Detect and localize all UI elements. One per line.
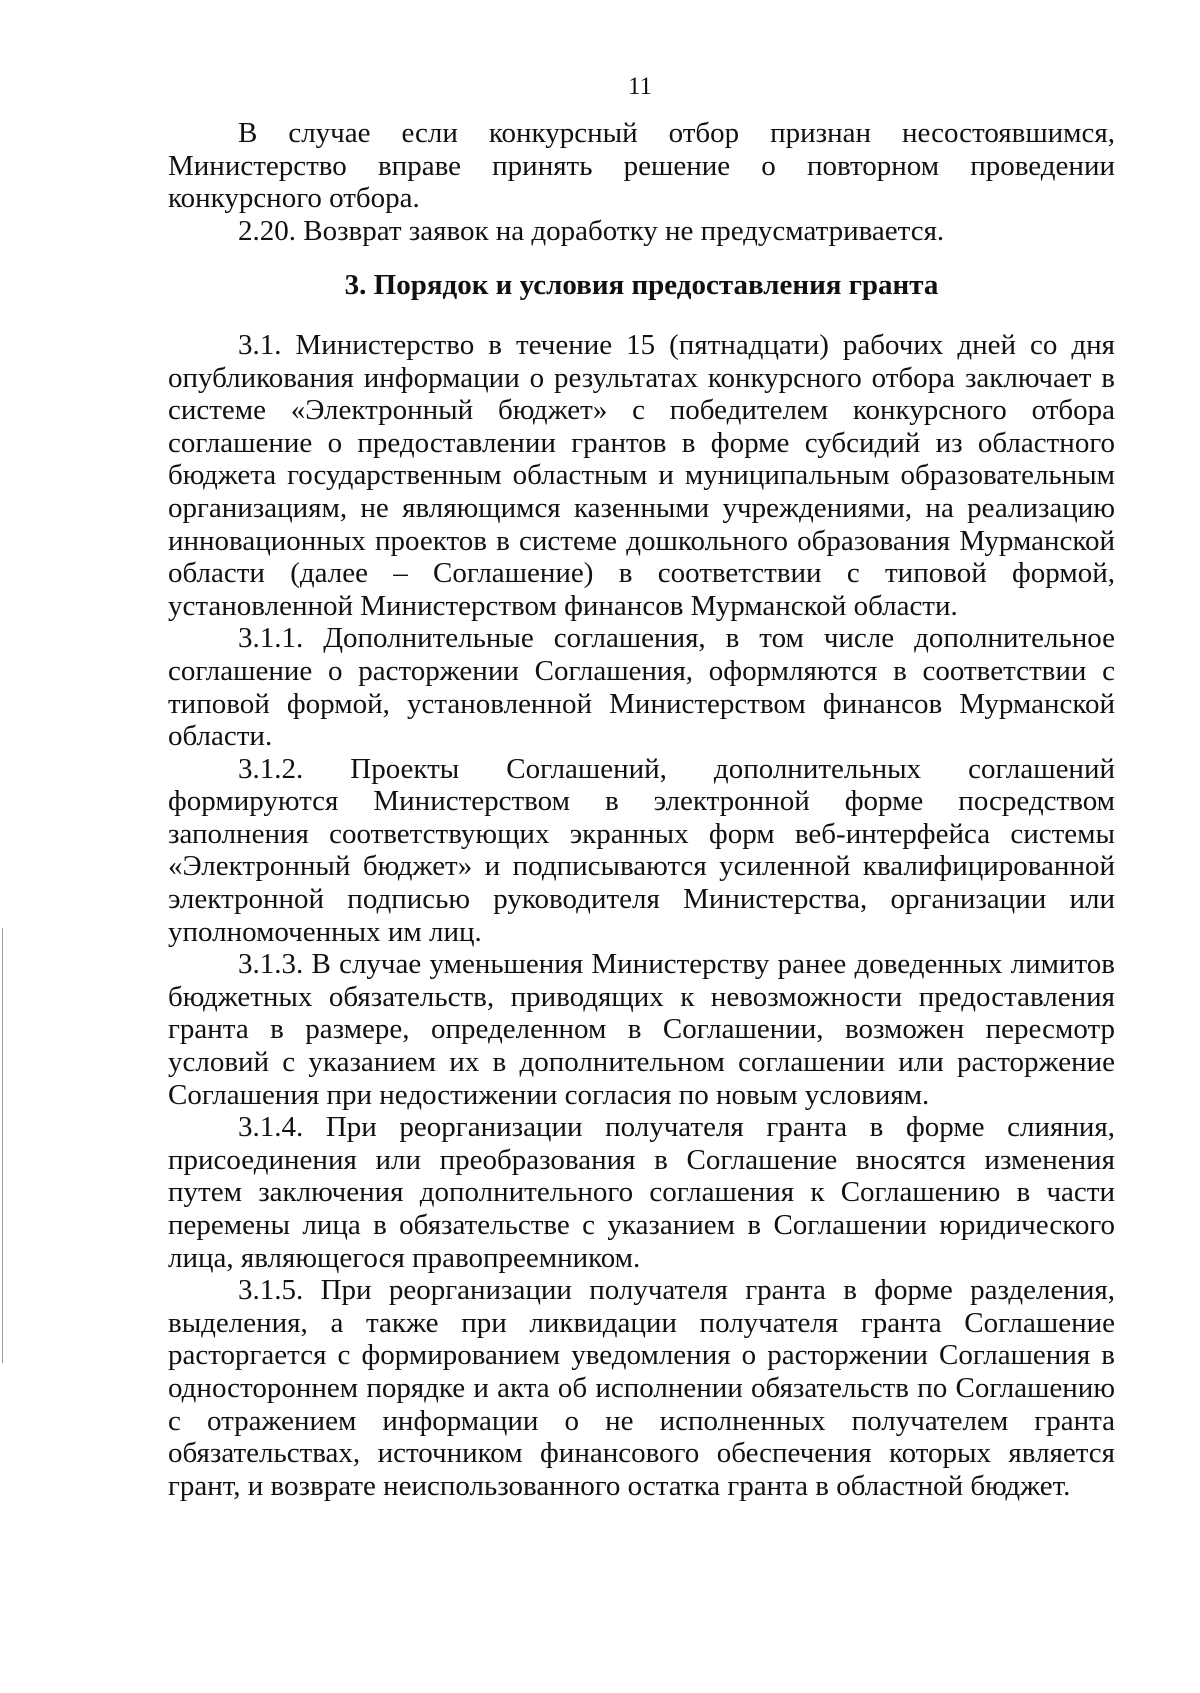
- paragraph-3-1: 3.1. Министерство в течение 15 (пятнадцати) рабочих дней со дня опубликования информации о результатах конкурсного отбора заключает в системе «Электронный бюджет» с победителем конкурсного отбора соглашение о предоставлении грантов в форме субсидий из областного бюджета государственным областным и муниципальным образовательным организациям, не являющимся казенными учреждениями, на реализацию инновационных проектов в системе дошкольного образования Мурманской области (далее – Соглашение) в соответствии с типовой формой, установленной Министерством финансов Мурманской области.: [168, 328, 1115, 622]
- paragraph-2-20: 2.20. Возврат заявок на доработку не предусматривается.: [238, 214, 945, 247]
- paragraph-3-1-1: 3.1.1. Дополнительные соглашения, в том числе дополнительное соглашение о расторжении Соглашения, оформляются в соответствии с типовой формой, установленной Министерством финансов Мурманской области.: [168, 622, 1115, 753]
- page-number: 11: [627, 73, 653, 100]
- paragraph-3-1-2: 3.1.2. Проекты Соглашений, дополнительных соглашений формируются Министерством в электронной форме посредством заполнения соответствующих экранных форм веб-интерфейса системы «Электронный бюджет» и подписываются усиленной квалифицированной электронной подписью руководителя Министерства, организации или уполномоченных им лиц.: [168, 752, 1115, 948]
- margin-scan-line: [2, 928, 3, 1363]
- paragraph-3-1-3: 3.1.3. В случае уменьшения Министерству ранее доведенных лимитов бюджетных обязательств, приводящих к невозможности предоставления гранта в размере, определенном в Соглашении, возможен пересмотр условий с указанием их в дополнительном соглашении или расторжение Соглашения при недостижении согласия по новым условиям.: [168, 948, 1115, 1111]
- section-heading: 3. Порядок и условия предоставления гранта: [344, 269, 939, 302]
- paragraph-failed-selection: В случае если конкурсный отбор признан несостоявшимся, Министерство вправе принять решение о повторном проведении конкурсного отбора.: [168, 117, 1115, 215]
- paragraph-3-1-5: 3.1.5. При реорганизации получателя гранта в форме разделения, выделения, а также при ликвидации получателя гранта Соглашение расторгается с формированием уведомления о расторжении Соглашения в одностороннем порядке и акта об исполнении обязательств по Соглашению с отражением информации о не исполненных получателем гранта обязательствах, источником финансового обеспечения которых является грант, и возврате неиспользованного остатка гранта в областной бюджет.: [168, 1274, 1115, 1502]
- document-body: [168, 117, 1115, 1502]
- paragraph-3-1-4: 3.1.4. При реорганизации получателя гранта в форме слияния, присоединения или преобразования в Соглашение вносятся изменения путем заключения дополнительного соглашения к Соглашению в части перемены лица в обязательстве с указанием в Соглашении юридического лица, являющегося правопреемником.: [168, 1111, 1115, 1274]
